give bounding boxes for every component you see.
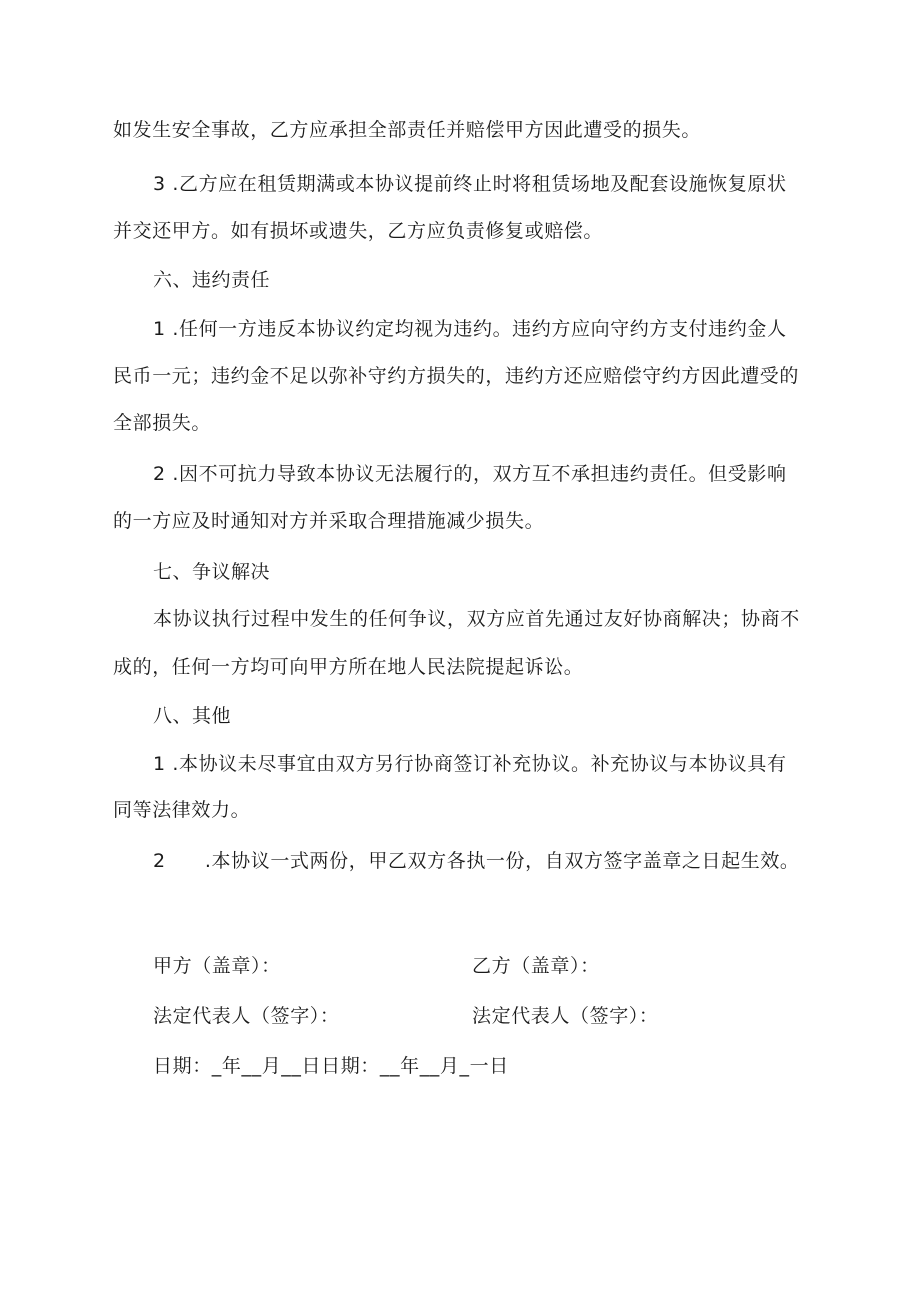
section5-item3-line1: 3 .乙方应在租赁期满或本协议提前终止时将租赁场地及配套设施恢复原状 xyxy=(153,173,787,195)
section8-item2-line1: 2 .本协议一式两份，甲乙双方各执一份，自双方签字盖章之日起生效。 xyxy=(153,850,800,872)
section5-item3-line2: 并交还甲方。如有损坏或遗失，乙方应负责修复或赔偿。 xyxy=(113,220,604,242)
section6-heading: 六、违约责任 xyxy=(153,269,271,291)
section5-item2-tail: 如发生安全事故，乙方应承担全部责任并赔偿甲方因此遭受的损失。 xyxy=(113,119,702,141)
section6-item2-line2: 的一方应及时通知对方并采取合理措施减少损失。 xyxy=(113,510,545,532)
section8-item1-line2: 同等法律效力。 xyxy=(113,799,251,821)
party-a-representative-label: 法定代表人（签字）： xyxy=(153,1005,340,1027)
section7-para-line1: 本协议执行过程中发生的任何争议，双方应首先通过友好协商解决；协商不 xyxy=(153,608,800,630)
section7-heading: 七、争议解决 xyxy=(153,561,271,583)
section7-para-line2: 成的，任何一方均可向甲方所在地人民法院提起诉讼。 xyxy=(113,656,584,678)
party-b-representative-label: 法定代表人（签字）： xyxy=(472,1005,659,1027)
section8-item1-line1: 1 .本协议未尽事宜由双方另行协商签订补充协议。补充协议与本协议具有 xyxy=(153,753,787,775)
section6-item1-line1: 1 .任何一方违反本协议约定均视为违约。违约方应向守约方支付违约金人 xyxy=(153,318,787,340)
section6-item1-line3: 全部损失。 xyxy=(113,412,212,434)
section8-heading: 八、其他 xyxy=(153,705,232,727)
party-a-seal-label: 甲方（盖章）： xyxy=(153,955,281,977)
party-b-seal-label: 乙方（盖章）： xyxy=(472,955,600,977)
section6-item2-line1: 2 .因不可抗力导致本协议无法履行的，双方互不承担违约责任。但受影响 xyxy=(153,463,787,485)
signature-dates: 日期：_年__月__日日期：__年__月_一日 xyxy=(153,1055,509,1077)
section6-item1-line2: 民币一元；违约金不足以弥补守约方损失的，违约方还应赔偿守约方因此遭受的 xyxy=(113,365,800,387)
